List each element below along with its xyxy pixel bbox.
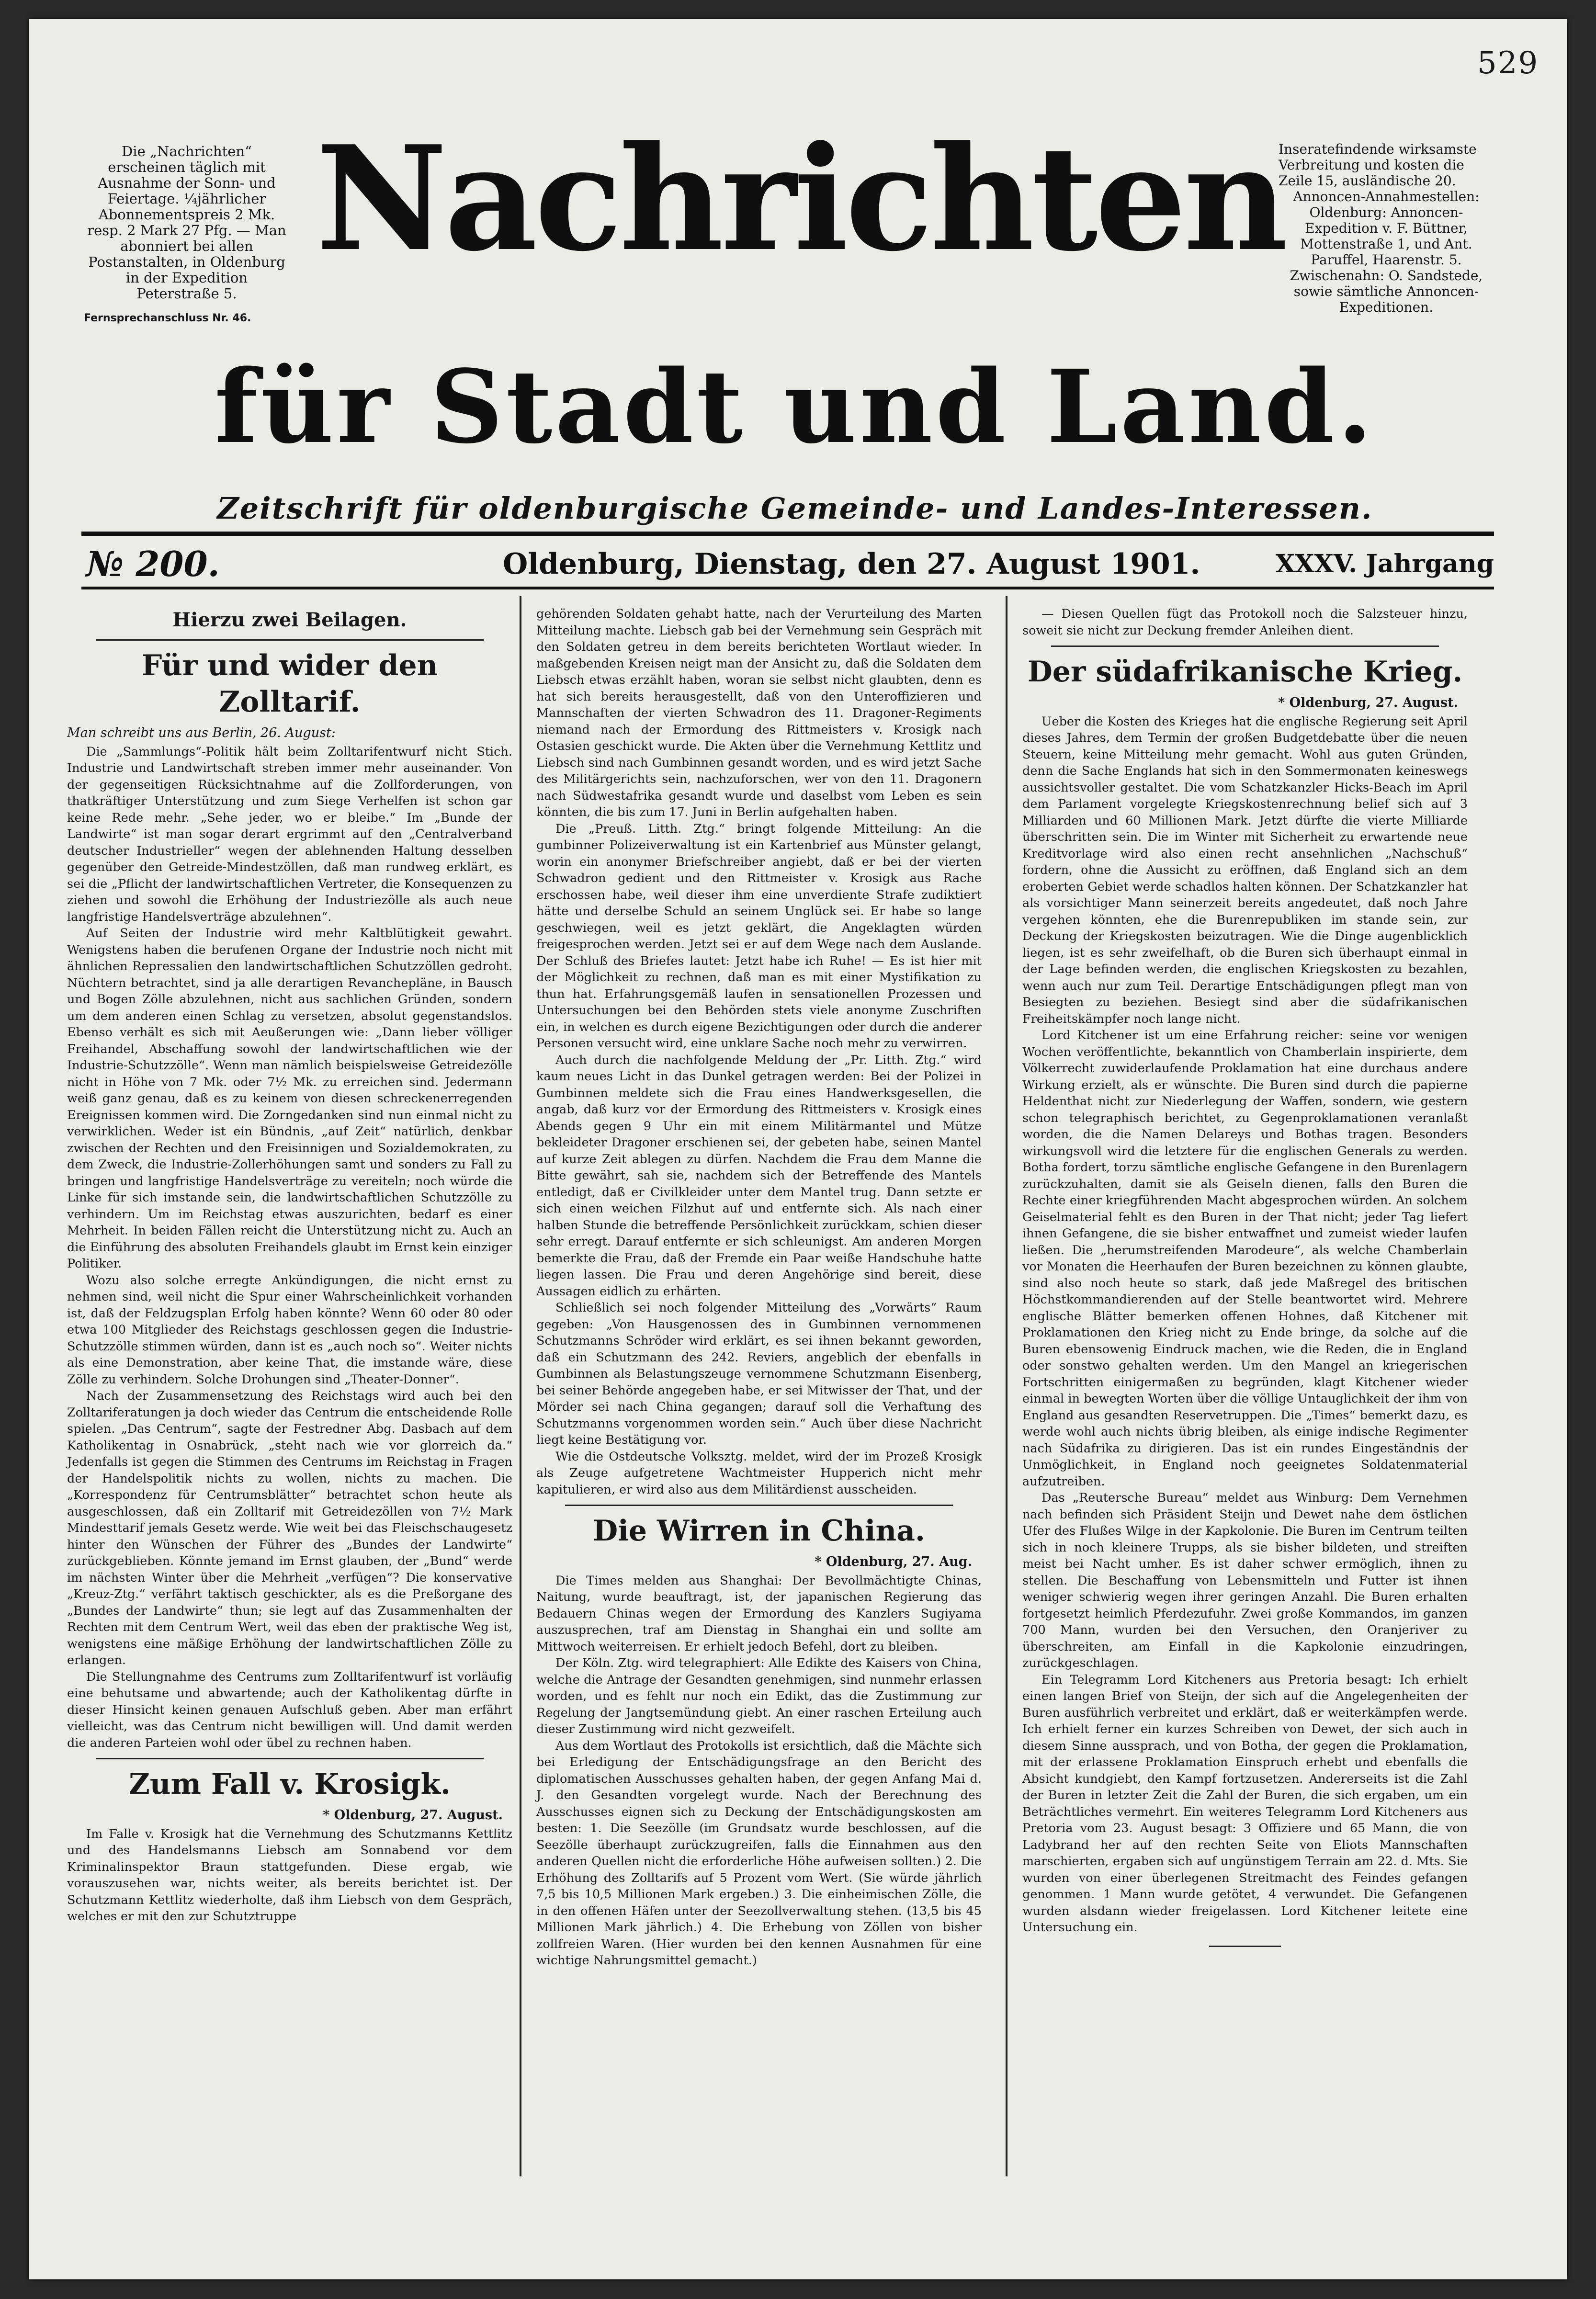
paragraph: Die Times melden aus Shanghai: Der Bevollmächtigte Chinas, Naitung, wurde beauftragt, ist, der japanischen Regierung das Bedauern Chinas wegen der Ermordung des Kanzlers Sugiyama auszusprechen, traf am Dienstag in Shanghai ein und sollte am Mittwoch weiterreisen. Er erhielt jedoch Befehl, dort zu bleiben. [536, 1573, 982, 1654]
paragraph: — Diesen Quellen fügt das Protokoll noch die Salzsteuer hinzu, soweit sie nicht zur Deckung fremder Anleihen dient. [1022, 607, 1468, 638]
article-dateline: * Oldenburg, 27. Aug. [815, 1554, 972, 1569]
article-heading-suedafrika: Der südafrikanische Krieg. [1027, 655, 1463, 689]
paragraph: Ueber die Kosten des Krieges hat die englische Regierung seit April dieses Jahres, dem Termin der großen Budgetdebatte über die neuen Steuern, keine Mitteilung mehr gemacht. Wohl aus guten Gründen, denn die Sache Englands hat sich in den Sommermonaten keineswegs aussichtsvoller gestaltet. Die vom Schatzkanzler Hicks-Beach im April dem Parlament vorgelegte Kriegskostenrechnung belief sich auf 3 Milliarden und 60 Millionen Mark. Jetzt dürfte die vierte Milliarde überschritten sein. Die im Winter mit Sicherheit zu erwartende neue Kreditvorlage wird also einen recht ansehnlichen „Nachschuß“ fordern, ohne die Aussicht zu eröffnen, daß England sich an dem eroberten Gebiet werde schadlos halten können. Der Schatzkanzler hat als vorsichtiger Mann seinerzeit bereits angedeutet, daß noch Jahre vergehen könnten, ehe die Burenrepubliken im stande sein, zur Deckung der Kriegskosten beizutragen. Wie die Dinge augenblicklich liegen, ist es sehr zweifelhaft, ob die Buren sich überhaupt einmal in der Lage befinden werden, die englischen Kriegskosten zu bezahlen, wenn auch nur zum Teil. Derartige Entschädigungen pflegt man von Besiegten zu beziehen. Besiegt sind aber die südafrikanischen Freiheitskämpfer noch lange nicht. [1022, 714, 1468, 1026]
newspaper-title-line2: für Stadt und Land. [214, 348, 1376, 466]
issue-date: Oldenburg, Dienstag, den 27. August 1901. [503, 547, 1200, 581]
ad-offices-title: Annoncen-Annahmestellen: [1293, 189, 1480, 204]
paragraph: Die „Sammlungs“-Politik hält beim Zolltarifentwurf nicht Stich. Industrie und Landwirtschaft streben immer mehr auseinander. Von der gegenseitigen Rücksichtnahme auf die Zollforderungen, von thatkräftiger Unterstützung und zum Siege Verhelfen ist schon gar keine Rede mehr. „Sehe jeder, wo er bleibe.“ Im „Bunde der Landwirte“ ist man sogar derart ergrimmt auf den „Centralverband deutscher Industrieller“ wegen der ablehnenden Haltung desselben gegenüber den Getreide-Mindestzöllen, daß man rundweg erklärt, es sei die „Pflicht der landwirtschaftlichen Vertreter, die Konsequenzen zu ziehen und sowohl die Erhöhung der Industriezölle als auch neue langfristige Handelsverträge abzulehnen“. [67, 744, 512, 924]
advertising-notice [1279, 141, 1494, 315]
ad-offices-list: Oldenburg: Annoncen-Expedition v. F. Büttner, Mottenstraße 1, und Ant. Paruffel, Haarenstr. 5. Zwischenahn: O. Sandstede, sowie sämtliche Annoncen-Expeditionen. [1290, 204, 1483, 315]
volume-year: XXXV. Jahrgang [1275, 549, 1494, 578]
paragraph: Der Köln. Ztg. wird telegraphiert: Alle Edikte des Kaisers von China, welche die Antrage der Gesandten genehmigen, sind nunmehr erlassen worden, und es fehlt nur noch ein Edikt, das die Zustimmung zur Regelung der Jangtsemündung giebt. An einer raschen Erteilung auch dieser Zustimmung wird nicht gezweifelt. [536, 1656, 982, 1736]
page-number: 529 [1477, 45, 1539, 81]
paragraph: Auch durch die nachfolgende Meldung der „Pr. Litth. Ztg.“ wird kaum neues Licht in das Dunkel getragen werden: Bei der Polizei in Gumbinnen meldete sich die Frau eines Handwerksgesellen, die angab, daß kurz vor der Ermordung des Rittmeisters v. Krosigk eines Abends gegen 9 Uhr ein mit einem Militärmantel und Mütze bekleideter Dragoner erschienen sei, der gebeten habe, seinen Mantel auf kurze Zeit ablegen zu dürfen. Nachdem die Frau dem Manne die Bitte gewährt, sah sie, nachdem sich der Betreffende des Mantels entledigt, daß er Civilkleider unter dem Mantel trug. Dann setzte er sich einen weichen Filzhut auf und entfernte sich. Als nach einer halben Stunde die betreffende Persönlichkeit zurückkam, schien dieser sehr erregt. Darauf entfernte er sich schleunigst. Am anderen Morgen bemerkte die Frau, daß der Fremde ein Paar weiße Handschuhe hatte liegen lassen. Die Frau und deren Angehörige sind bereit, diese Aussagen eidlich zu erhärten. [536, 1053, 982, 1299]
column-divider-1 [520, 596, 521, 2176]
divider [565, 1505, 953, 1506]
column-2 [536, 606, 982, 1969]
paragraph: Wozu also solche erregte Ankündigungen, die nicht ernst zu nehmen sind, weil nicht die Spur einer Wahrscheinlichkeit vorhanden ist, daß der Feldzugsplan Erfolg haben könnte? Wenn 60 oder 80 oder etwa 100 Mitglieder des Reichstags geschlossen gegen die Industrie-Schutzzölle stimmen würden, dann ist es „auch noch so“. Weiter nichts als eine Demonstration, aber keine That, die imstande wäre, diese Zölle zu verhindern. Solche Drohungen sind „Theater-Donner“. [67, 1273, 512, 1387]
paragraph: Aus dem Wortlaut des Protokolls ist ersichtlich, daß die Mächte sich bei Erledigung der Entschädigungsfrage an den Bericht des diplomatischen Ausschusses gehalten haben, der gegen Anfang Mai d. J. den Gesandten vorgelegt wurde. Nach der Berechnung des Ausschusses eignen sich zu Deckung der Entschädigungskosten am besten: 1. Die Seezölle (im Grundsatz wurde beschlossen, auf die Seezölle überhaupt zurückzugreifen, falls die Einnahmen aus den anderen Quellen nicht die erforderliche Höhe aufweisen sollten.) 2. Die Erhöhung des Zolltarifs auf 5 Prozent vom Wert. (Sie würde jährlich 7,5 bis 10,5 Millionen Mark ergeben.) 3. Die einheimischen Zölle, die in den offenen Häfen unter der Seezollverwaltung stehen. (13,5 bis 45 Millionen Mark jährlich.) 4. Die Erhebung von Zöllen von bisher zollfreien Waren. (Hier wurden bei den kennen Ausnahmen für eine wichtige Nahrungsmittel gemacht.) [536, 1738, 982, 1968]
divider [1051, 646, 1439, 647]
subscription-text: Die „Nachrichten“ erscheinen täglich mit Ausnahme der Sonn- und Feiertage. ¼jährlicher Abonnementspreis 2 Mk. resp. 2 Mark 27 Pfg. — Man abonniert bei allen Postanstalten, in Oldenburg in der Expedition Peterstraße 5. [87, 143, 286, 302]
paragraph: Die „Preuß. Litth. Ztg.“ bringt folgende Mitteilung: An die gumbinner Polizeiverwaltung ist ein Kartenbrief aus Münster gelangt, worin ein anonymer Briefschreiber angiebt, daß er bei der vierten Schwadron gedient und den Rittmeister v. Krosigk aus Rache erschossen habe, weil dieser ihm eine unverdiente Strafe zudiktiert hätte und derselbe Schuld an seinem Unglück sei. Er habe so lange geschwiegen, weil es jetzt geklärt, die Angeklagten würden freigesprochen werden. Jetzt sei er auf dem Wege nach dem Auslande. Der Schluß des Briefes lautet: Jetzt habe ich Ruhe! — Es ist hier mit der Möglichkeit zu rechnen, daß man es mit einer Mystifikation zu thun hat. Erfahrungsgemäß laufen in sensationellen Prozessen und Untersuchungen bei den Behörden stets viele anonyme Zuschriften ein, in welchen es durch eigene Bezichtigungen oder durch die anderer Personen versucht wird, eine unklare Sache noch mehr zu verwirren. [536, 821, 982, 1051]
newspaper-title: Nachrichten [316, 114, 1285, 283]
issue-number: № 200. [86, 544, 220, 584]
ad-rates: Inseratefindende wirksamste Verbreitung und kosten die Zeile 15, ausländische 20. [1279, 141, 1477, 189]
paragraph: Wie die Ostdeutsche Volksztg. meldet, wird der im Prozeß Krosigk als Zeuge aufgetretene Wachtmeister Hupperich nicht mehr kapitulieren, er wird also aus dem Militärdienst ausscheiden. [536, 1449, 982, 1497]
article-dateline: * Oldenburg, 27. August. [1278, 695, 1458, 710]
paragraph: Die Stellungnahme des Centrums zum Zolltarifentwurf ist vorläufig eine behutsame und abwartende; auch der Katholikentag dürfte in dieser Hinsicht keinen genauen Aufschluß geben. Aber man erfährt vielleicht, was das Centrum nicht bewilligen will. Und damit werden die anderen Parteien wohl oder übel zu rechnen haben. [67, 1669, 512, 1750]
dateline-bar [81, 544, 1494, 582]
article-dateline: * Oldenburg, 27. August. [323, 1808, 503, 1823]
article-byline: Man schreibt uns aus Berlin, 26. August: [67, 725, 336, 740]
top-rule [81, 532, 1494, 536]
paragraph: Schließlich sei noch folgender Mitteilung des „Vorwärts“ Raum gegeben: „Von Hausgenossen des in Gumbinnen vernommenen Schutzmanns Schröder wird erklärt, es sei ihnen bekannt geworden, daß ein Schutzmann des 242. Reviers, angeblich der ebenfalls in Gumbinnen als Belastungszeuge vernommene Schutzmann Eisenberg, bei seiner Behörde angegeben habe, er sei Mitwisser der That, und der Mörder sei nach China gegangen; darauf soll die Verhaftung des Schutzmanns vorgenommen worden sein.“ Auch über diese Nachricht liegt keine Bestätigung vor. [536, 1301, 982, 1447]
paragraph: Lord Kitchener ist um eine Erfahrung reicher: seine vor wenigen Wochen veröffentlichte, bekanntlich von Chamberlain inspirierte, dem Völkerrecht zuwiderlaufende Proklamation hat eine durchaus andere Wirkung erzielt, als er wünschte. Die Buren sind durch die papierne Heldenthat nicht zur Niederlegung der Waffen, sondern, wie gestern schon telegraphisch berichtet, zu Gegenproklamationen veranlaßt worden, die die Namen Delareys und Bothas tragen. Besonders wirkungsvoll wird die letztere für die englischen Generals zu werden. Botha fordert, torzu sämtliche englische Gefangene in den Burenlagern zurückzuhalten, damit sie als Geiseln dienen, falls den Buren die Rechte einer kriegführenden Macht abgesprochen würden. An solchem Geiselmaterial fehlt es den Buren in der That nicht; jeder Tag liefert ihnen Gefangene, die sie bisher entwaffnet und zumeist wieder laufen ließen. Die „herumstreifenden Marodeure“, als welche Chamberlain vor Monaten die Heerhaufen der Buren bezeichnen zu können glaubte, sind also noch heute so stark, daß jede Maßregel des britischen Höchstkommandierenden auf der Stelle beantwortet wird. Mehrere englische Blätter bemerken offenen Hohnes, daß Kitchener mit Proklamationen den Krieg nicht zu Ende bringe, da solche auf die Buren ebensowenig Eindruck machen, wie die Reden, die in England oder sonstwo gehalten werden. Um den Mangel an kriegerischen Fortschritten einigermaßen zu begründen, klagt Kitchener wieder einmal in bewegten Worten über die völlige Untauglichkeit der ihm von England aus gesandten Reservetruppen. Die „Times“ bemerkt dazu, es werde wohl auch nichts übrig bleiben, als einige indische Regimenter nach Südafrika zu dirigieren. Das ist ein rundes Eingeständnis der Unmöglichkeit, in England noch geeignetes Soldatenmaterial aufzutreiben. [1022, 1028, 1468, 1489]
column-3 [1022, 606, 1468, 1947]
article-heading-krosigk: Zum Fall v. Krosigk. [129, 1767, 451, 1801]
bottom-rule [81, 587, 1494, 589]
supplements-note: Hierzu zwei Beilagen. [172, 609, 407, 631]
paragraph: Das „Reutersche Bureau“ meldet aus Winburg: Dem Vernehmen nach befinden sich Präsident Steijn und Dewet nahe dem östlichen Ufer des Flußes Wilge in der Kapkolonie. Die Buren im Centrum teilten sich in noch kleinere Trupps, als sie bisher bildeten, und streiften meist bei Nacht umher. Es ist daher schwer ermöglich, ihnen zu stellen. Die Beschaffung von Lebensmitteln und Futter ist ihnen weniger schwierig wegen ihrer geringen Anzahl. Die Buren erhalten fortgesetzt heimlich Pferdezufuhr. Zwei große Kommandos, im ganzen 700 Mann, wurden bei den Versuchen, den Oranjeriver zu überschreiten, am Einfall in die Kapkolonie einzudringen, zurückgeschlagen. [1022, 1491, 1468, 1670]
newspaper-subtitle: Zeitschrift für oldenburgische Gemeinde- und Landes-Interessen. [217, 491, 1373, 526]
paragraph: Im Falle v. Krosigk hat die Vernehmung des Schutzmanns Kettlitz und des Handelsmanns Liebsch am Sonnabend vor dem Kriminalinspektor Braun stattgefunden. Diese ergab, wie vorauszusehen war, nichts weiter, als bereits berichtet ist. Der Schutzmann Kettlitz wiederholte, daß ihm Liebsch von dem Gespräch, welches er mit den zur Schutztruppe [67, 1826, 512, 1924]
column-divider-2 [1006, 596, 1007, 2176]
phone-number: Fernsprechanschluss Nr. 46. [84, 312, 251, 324]
subscription-notice [84, 144, 290, 326]
divider [96, 1758, 484, 1759]
article-heading-china: Die Wirren in China. [593, 1514, 925, 1548]
newspaper-page [29, 19, 1567, 2279]
paragraph: Nach der Zusammensetzung des Reichstags wird auch bei den Zolltariferatungen ja doch wieder das Centrum die entscheidende Rolle spielen. „Das Centrum“, sagte der Festredner Abg. Dasbach auf dem Katholikentag in Osnabrück, „steht nach wie vor glorreich da.“ Jedenfalls ist gegen die Stimmen des Centrums im Reichstag in Fragen der Handelspolitik nichts zu wollen, nichts zu machen. Die „Korrespondenz für Centrumsblätter“ betrachtet schon heute als ausgeschlossen, daß ein Zolltarif mit Getreidezöllen von 7½ Mark Mindesttarif jemals Gesetz werde. Wie weit bei das Fleischschaugesetz hinter den Wünschen der Führer des „Bundes der Landwirte“ zurückgeblieben. Könnte jemand im Ernst glauben, der „Bund“ werde im nächsten Winter über die Mehrheit „verfügen“? Die konservative „Kreuz-Ztg.“ verfährt taktisch geschickter, als es die Preßorgane des „Bundes der Landwirte“ thun; sie legt auf das Zusammenhalten der Rechten mit dem Centrum Wert, weil das eben der praktische Weg ist, wenigstens eine mäßige Erhöhung der landwirtschaftlichen Zölle zu erlangen. [67, 1389, 512, 1667]
column-1 [67, 606, 512, 1925]
end-rule [1209, 1946, 1281, 1947]
paragraph: Auf Seiten der Industrie wird mehr Kaltblütigkeit gewahrt. Wenigstens haben die berufenen Organe der Industrie noch nicht mit ähnlichen Repressalien den landwirtschaftlichen Schutzzöllen gedroht. Nüchtern betrachtet, sind ja alle derartigen Revanchepläne, in Bausch und Bogen Zölle abzulehnen, nicht aus sachlichen Gründen, sondern um dem anderen einen Schlag zu versetzen, absolut gegenstandslos. Ebenso verhält es sich mit Aeußerungen wie: „Dann lieber völliger Freihandel, Abschaffung sowohl der landwirtschaftlichen wie der Industrie-Schutzzölle“. Wenn man nämlich beispielsweise Getreidezölle nicht in Höhe von 7 Mk. oder 7½ Mk. zu erreichen sind. Jedermann weiß ganz genau, daß es zu keinem von diesen schreckenerregenden Ereignissen kommen wird. Die Zorngedanken sind nun einmal nicht zu verwirklichen. Weder ist ein Bündnis, „auf Zeit“ natürlich, denkbar zwischen der Rechten und den Freisinnigen und Sozialdemokraten, zu dem Zweck, die Industrie-Zollerhöhungen samt und sonders zu Fall zu bringen und langfristige Handelsverträge zu vereiteln; noch würde die Linke für sich imstande sein, die landwirtschaftlichen Schutzzölle zu verhindern. Um im Reichstag etwas auszurichten, bedarf es einer Mehrheit. In beiden Fällen reicht die Unterstützung nicht zu. Auch an die Einführung des absoluten Freihandels glaubt im Ernst kein einziger Politiker. [67, 926, 512, 1271]
paragraph: Ein Telegramm Lord Kitcheners aus Pretoria besagt: Ich erhielt einen langen Brief von Steijn, der sich auf die Angelegenheiten der Buren ausführlich verbreitet und erklärt, daß er weiterkämpfen werde. Ich erhielt ferner ein kurzes Schreiben von Dewet, der sich auch in diesem Sinne aussprach, und von Botha, der gegen die Proklamation, mit der erlassene Proklamation Einspruch erhebt und ebenfalls die Absicht kundgiebt, den Kampf fortzusetzen. Andererseits ist die Zahl der Buren in letzter Zeit die Zahl der Buren, die sich ergaben, um ein Beträchtliches vermehrt. Ein weiteres Telegramm Lord Kitcheners aus Pretoria vom 23. August besagt: 3 Offiziere und 65 Mann, die von Ladybrand her auf den rechten Seite von Eliots Mannschaften marschierten, ergaben sich auf ungünstigem Terrain am 22. d. Mts. Sie wurden von einer überlegenen Streitmacht des Feindes gefangen genommen. 1 Mann wurde getötet, 4 verwundet. Die Gefangenen wurden alsdann wieder freigelassen. Lord Kitchener leitete eine Untersuchung ein. [1022, 1672, 1468, 1935]
article-heading-zolltarif: Für und wider den Zolltarif. [141, 649, 438, 719]
paragraph: gehörenden Soldaten gehabt hatte, nach der Verurteilung des Marten Mitteilung machte. Liebsch gab bei der Vernehmung sein Gespräch mit den Soldaten getreu in dem bereits berichteten Wortlaut wieder. In maßgebenden Kreisen neigt man der Ansicht zu, daß die Soldaten dem Liebsch etwas erzählt haben, woran sie selbst nicht glaubten, denn es hat sich bereits herausgestellt, daß von den Unteroffizieren und Mannschaften der vierten Schwadron des 11. Dragoner-Regiments niemand nach der Ermordung des Rittmeisters v. Krosigk nach Ostasien geschickt wurde. Die Akten über die Vernehmung Kettlitz und Liebsch sind nach Gumbinnen gesandt worden, und es wird jetzt Sache des Militärgerichts sein, nachzuforschen, wer von den 11. Dragonern nach Südwestafrika gesandt wurde und daselbst vom Leben es sein könnten, die bis zum 17. Juni in Berlin aufgehalten haben. [536, 607, 982, 819]
divider [96, 639, 484, 641]
